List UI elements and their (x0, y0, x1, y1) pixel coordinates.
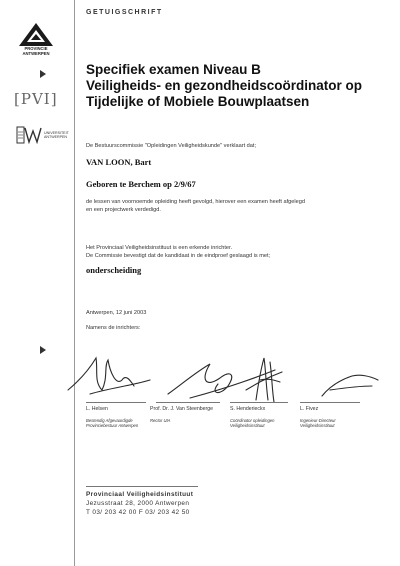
signers-label: Namens de inrichters: (86, 325, 141, 331)
signature-line-4 (300, 402, 360, 403)
title-line-3: Tijdelijke of Mobiele Bouwplaatsen (86, 94, 310, 109)
signatory-title-1: Ingenieur-Directeur (300, 418, 336, 423)
statement-line-1: de lessen van voornoemde opleiding heeft gevolgd, hierover een examen heeft afgelegd (86, 199, 305, 205)
signatory-name: L. Fivez (300, 406, 319, 412)
statement-line-2: en een projectwerk verdedigd. (86, 207, 161, 213)
signatory-3 (230, 406, 294, 428)
candidate-birth: Geboren te Berchem op 2/9/67 (86, 179, 196, 189)
signature-van-steenberge (168, 364, 232, 394)
completion-statement (86, 198, 386, 214)
title-line-2: Veiligheids- en gezondheidscoördinator op (86, 78, 363, 93)
university-logo-icon (16, 126, 42, 144)
signatory-2 (150, 406, 226, 423)
signatory-1 (86, 406, 152, 428)
signatory-title-1: Coördinator opleidingen (230, 418, 275, 423)
document-type-label: GETUIGSCHRIFT (86, 9, 163, 16)
recognition-text (86, 244, 386, 260)
title-line-1: Specifiek examen Niveau B (86, 62, 261, 77)
signature-line-2 (156, 402, 220, 403)
left-margin-rule (74, 0, 75, 566)
footer-rule (86, 486, 198, 487)
university-logo-text: UNIVERSITEIT ANTWERPEN (44, 131, 69, 140)
signatory-title-2: Veiligheidsinstituut (300, 423, 335, 429)
commission-line: De Commissie bevestigt dat de kandidaat in de eindproef geslaagd is met; (86, 253, 271, 259)
certificate-title (86, 62, 386, 110)
signatory-title-2: Veiligheidsinstituut (230, 423, 265, 429)
signature-line-1 (86, 402, 146, 403)
declaration-text: De Bestuurscommissie "Opleidingen Veiligheidskunde" verklaart dat; (86, 143, 257, 149)
signature-fivez (322, 375, 378, 396)
signature-henderieckx (256, 358, 280, 402)
footer-street: Jezusstraat 28, 2000 Antwerpen (86, 500, 190, 507)
exam-result: onderscheiding (86, 265, 142, 275)
place-date: Antwerpen, 12 juni 2003 (86, 310, 147, 316)
signatory-name: L. Helsen (86, 406, 108, 412)
footer-address (86, 490, 193, 517)
signatory-title-1: Bestendig Afgevaardigde (86, 418, 133, 423)
signatory-name: Prof. Dr. J. Van Steenberge (150, 406, 214, 412)
signatory-title-1: Rector UIA (150, 418, 171, 423)
signatory-name: S. Henderieckx (230, 406, 266, 412)
triangle-marker-icon (40, 346, 46, 354)
signatures-area (60, 350, 390, 406)
signature-line-3 (230, 402, 288, 403)
triangle-marker-icon (40, 70, 46, 78)
footer-contact: T 03/ 203 42 00 F 03/ 203 42 50 (86, 509, 190, 516)
signature-helsen (68, 358, 134, 390)
candidate-name: VAN LOON, Bart (86, 157, 152, 167)
footer-institution: Provinciaal Veiligheidsinstituut (86, 491, 194, 498)
signatory-4 (300, 406, 370, 428)
pvi-logo: [PVI] (14, 90, 58, 108)
signatory-title-2: Provinciebestuur Antwerpen (86, 423, 139, 429)
province-logo-text: PROVINCIE ANTWERPEN (22, 46, 50, 56)
institute-line: Het Provinciaal Veiligheidsinstituut is een erkende inrichter. (86, 245, 233, 251)
